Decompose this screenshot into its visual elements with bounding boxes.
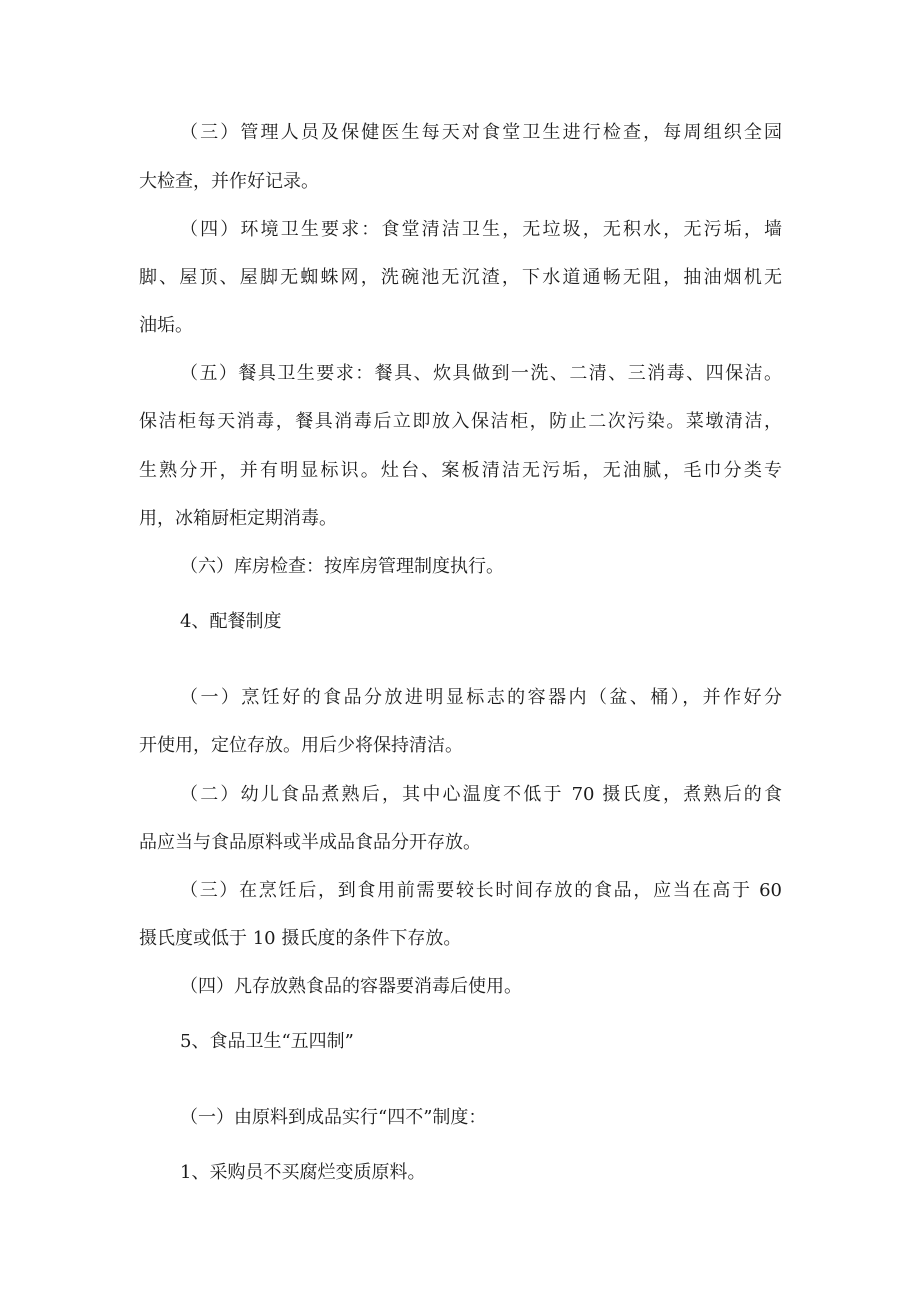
- paragraph-line: （五）餐具卫生要求：餐具、炊具做到一洗、二清、三消毒、四保洁。: [180, 363, 782, 384]
- paragraph-line: 品应当与食品原料或半成品食品分开存放。: [139, 832, 481, 853]
- section-heading: 4、配餐制度: [180, 611, 282, 632]
- paragraph-line: （三）在烹饪后，到食用前需要较长时间存放的食品，应当在高于 60: [180, 880, 782, 901]
- paragraph-line: （四）环境卫生要求：食堂清洁卫生，无垃圾，无积水，无污垢，墙: [180, 219, 782, 240]
- paragraph-line: 生熟分开，并有明显标识。灶台、案板清洁无污垢，无油腻，毛巾分类专: [139, 460, 782, 481]
- paragraph-line: 用，冰箱厨柜定期消毒。: [139, 508, 337, 529]
- paragraph-line: 大检查，并作好记录。: [139, 171, 319, 192]
- paragraph-line: （一）烹饪好的食品分放进明显标志的容器内（盆、桶），并作好分: [180, 687, 782, 708]
- paragraph-line: （四）凡存放熟食品的容器要消毒后使用。: [180, 976, 522, 997]
- paragraph-line: （三）管理人员及保健医生每天对食堂卫生进行检查，每周组织全园: [180, 122, 782, 143]
- paragraph-line: （二）幼儿食品煮熟后，其中心温度不低于 70 摄氏度，煮熟后的食: [180, 784, 782, 805]
- paragraph-line: 油垢。: [139, 315, 193, 336]
- section-heading: 5、食品卫生“五四制”: [180, 1031, 354, 1052]
- paragraph-line: 脚、屋顶、屋脚无蜘蛛网，洗碗池无沉渣，下水道通畅无阻，抽油烟机无: [139, 267, 782, 288]
- paragraph-line: 保洁柜每天消毒，餐具消毒后立即放入保洁柜，防止二次污染。菜墩清洁，: [139, 411, 782, 432]
- paragraph-line: （六）库房检查：按库房管理制度执行。: [180, 556, 504, 577]
- paragraph-line: 摄氏度或低于 10 摄氏度的条件下存放。: [139, 928, 462, 949]
- paragraph-line: （一）由原料到成品实行“四不”制度：: [180, 1107, 487, 1128]
- paragraph-line: 开使用，定位存放。用后少将保持清洁。: [139, 735, 463, 756]
- list-item: 1、采购员不买腐烂变质原料。: [180, 1162, 426, 1183]
